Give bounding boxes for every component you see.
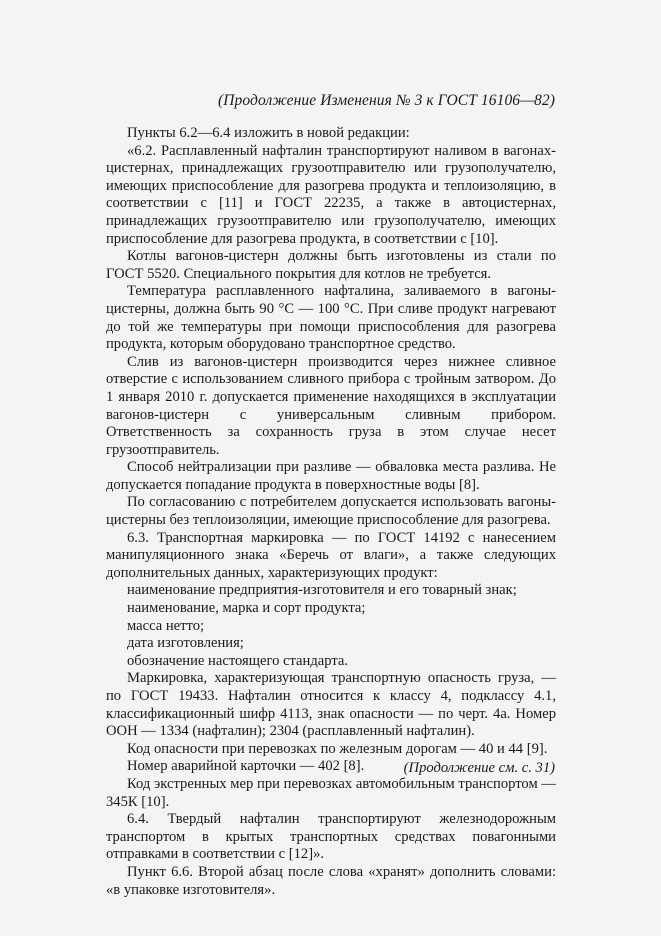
paragraph-hazard-marking: Маркировка, характеризующая транспортную опасность груза, — по ГОСТ 19433. Нафталин относится к классу 4, подклассу 4.1, классификационный шифр 4113, знак опасности — по черт. 4а. Номер ООН — 1334 (нафталин); 2304 (расплавленный нафталин). (106, 670, 556, 740)
paragraph-6-3: 6.3. Транспортная маркировка — по ГОСТ 14192 с нанесением манипуляционного знака «Беречь от влаги», а также следующих дополнительных данных, характеризующих продукт: (106, 529, 556, 581)
document-body (106, 125, 556, 899)
paragraph-intro: Пункты 6.2—6.4 изложить в новой редакции: (127, 125, 410, 141)
paragraph-hazard-code: Код опасности при перевозках по железным дорогам — 40 и 44 [9]. (127, 740, 548, 757)
paragraph-emergency-card: Номер аварийной карточки — 402 [8]. (127, 758, 365, 775)
paragraph-boilers: Котлы вагонов-цистерн должны быть изготовлены из стали по ГОСТ 5520. Специального покрытия для котлов не требуется. (106, 248, 556, 282)
paragraph-temperature: Температура расплавленного нафталина, заливаемого в вагоны-цистерны, должна быть 90 °С — 100 °С. При сливе продукт нагревают до той же температуры при помощи приспособления для разогрева продукта, которым оборудовано транспортное средство. (106, 283, 556, 353)
paragraph-6-4: 6.4. Твердый нафталин транспортируют железнодорожным транспортом в крытых транспортных средствах повагонными отправками в соответствии с [12]». (106, 811, 556, 863)
paragraph-6-6: Пункт 6.6. Второй абзац после слова «хранят» дополнить словами: «в упаковке изготовителя». (106, 863, 556, 898)
list-item-date: дата изготовления; (127, 635, 244, 652)
list-item-manufacturer: наименование предприятия-изготовителя и его товарный знак; (127, 582, 517, 599)
paragraph-6-2: «6.2. Расплавленный нафталин транспортируют наливом в вагонах-цистернах, принадлежащих грузоотправителю или грузополучателю, имеющих приспособление для разогрева продукта и теплоизоляцию, в соответствии с [11] и ГОСТ 22235, а также в автоцистернах, принадлежащих грузоотправителю или грузополучателю, имеющих приспособление для разогрева продукта, в соответствии с [10]. (106, 142, 556, 247)
list-item-standard: обозначение настоящего стандарта. (127, 652, 349, 669)
continuation-note: (Продолжение см. с. 31) (403, 760, 555, 776)
paragraph-neutralization: Способ нейтрализации при разливе — обваловка места разлива. Не допускается попадание продукта в поверхностные воды [8]. (106, 459, 556, 493)
paragraph-no-insulation: По согласованию с потребителем допускается использовать вагоны-цистерны без теплоизоляции, имеющие приспособление для разогрева. (106, 494, 556, 529)
list-item-product-name: наименование, марка и сорт продукта; (127, 600, 366, 617)
list-item-net-mass: масса нетто; (127, 617, 205, 634)
paragraph-discharge: Слив из вагонов-цистерн производится через нижнее сливное отверстие с использованием сливного прибора с тройным затвором. До 1 января 2010 г. допускается применение находящихся в эксплуатации вагонов-цистерн с универсальным сливным прибором. Ответственность за сохранность груза в этом случае несет грузоотправитель. (106, 353, 556, 458)
paragraph-emergency-code: Код экстренных мер при перевозках автомобильным транспортом — 345К [10]. (106, 775, 556, 810)
running-header: (Продолжение Изменения № 3 к ГОСТ 16106—82) (218, 92, 555, 109)
